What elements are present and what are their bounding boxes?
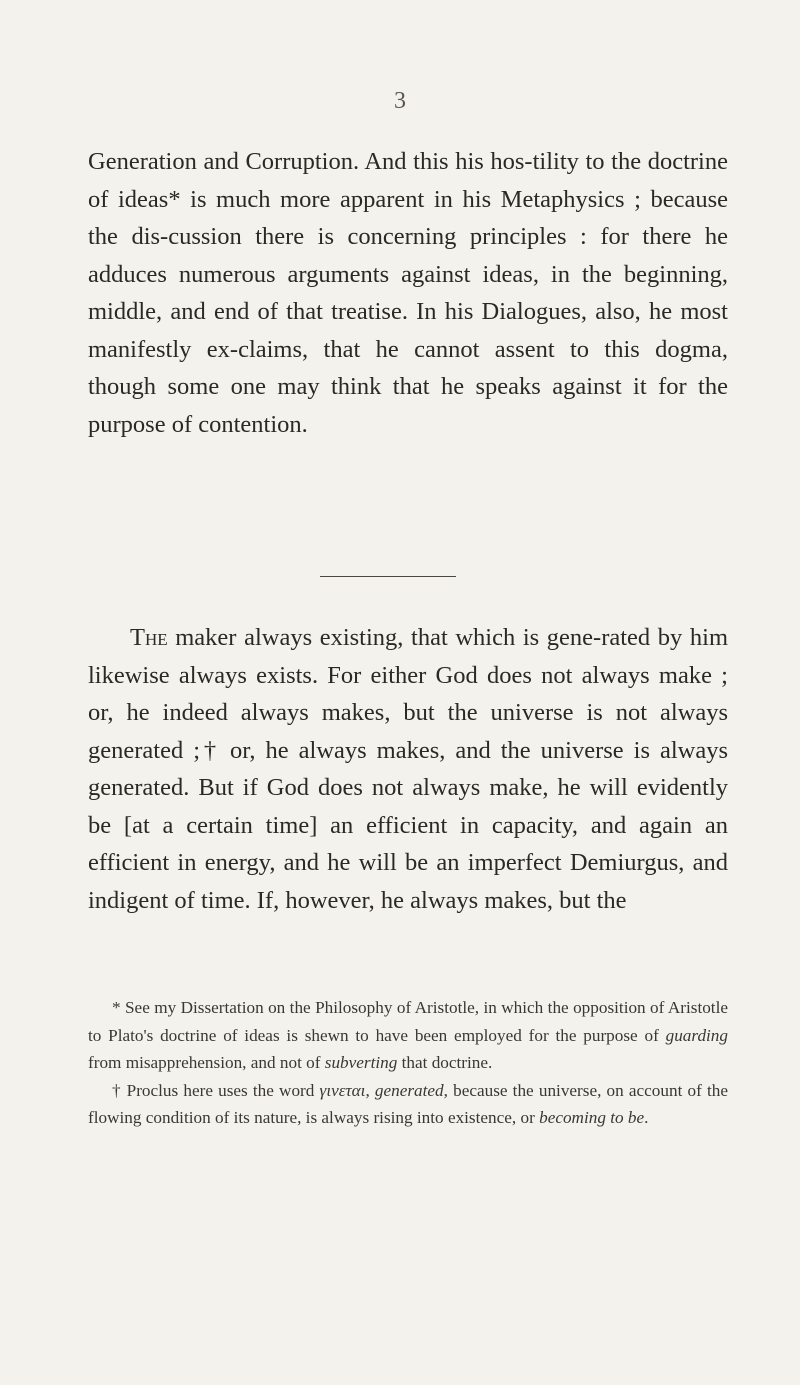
footnote-2 (88, 1077, 728, 1132)
footnotes (88, 994, 728, 1132)
footnote-1 (88, 994, 728, 1077)
footnote-1-italic-b: subverting (324, 1053, 398, 1072)
footnote-1-text-b: from misapprehension, and not of (88, 1053, 325, 1072)
footnote-2-italic-a: generated (374, 1080, 444, 1100)
paragraph-2-body: maker always existing, that which is gene-rated by him likewise always exists. For either God does not always make ; or, he indeed always makes, but the universe is not always generated ;† or, he always makes, and the universe is always generated. But if God does not always make, he will evidently be [at a certain time] an efficient in capacity, and again an efficient in energy, and he will be an imperfect Demiurgus, and indigent of time. If, however, he always makes, but the (88, 624, 728, 914)
paragraph-2 (88, 619, 728, 919)
paragraph-2-lead-caps: The (130, 624, 168, 651)
footnote-2-text-a: † Proclus here uses the word (112, 1080, 320, 1100)
section-divider (320, 576, 456, 577)
page-number: 3 (394, 88, 406, 114)
footnote-1-text-c: that doctrine. (397, 1053, 493, 1072)
footnote-2-comma: , (365, 1080, 375, 1100)
footnote-2-italic-b: becoming to be (539, 1108, 645, 1127)
paragraph-1-text: Generation and Corruption. And this his hos-tility to the doctrine of ideas* is much more apparent in his Metaphysics ; because the dis-cussion there is concerning principles : for there he adduces numerous arguments against ideas, in the beginning, middle, and end of that treatise. In his Dialogues, also, he most manifestly ex-claims, that he cannot assent to this dogma, though some one may think that he speaks against it for the purpose of contention. (88, 148, 728, 438)
paragraph-1 (88, 143, 728, 443)
footnote-1-text-a: * See my Dissertation on the Philosophy of Aristotle, in which the opposition of Aristotle to Plato's doctrine of ideas is shewn to have been employed for the purpose of (88, 998, 728, 1045)
footnote-2-text-c: . (644, 1108, 649, 1127)
footnote-1-italic-a: guarding (665, 1025, 728, 1045)
footnote-2-text-b: , because the universe, on account of the flowing condition of its nature, is always rising into existence, or (88, 1080, 728, 1127)
footnote-2-greek-word: γινεται (319, 1080, 366, 1100)
paragraph-2-text (88, 619, 728, 919)
